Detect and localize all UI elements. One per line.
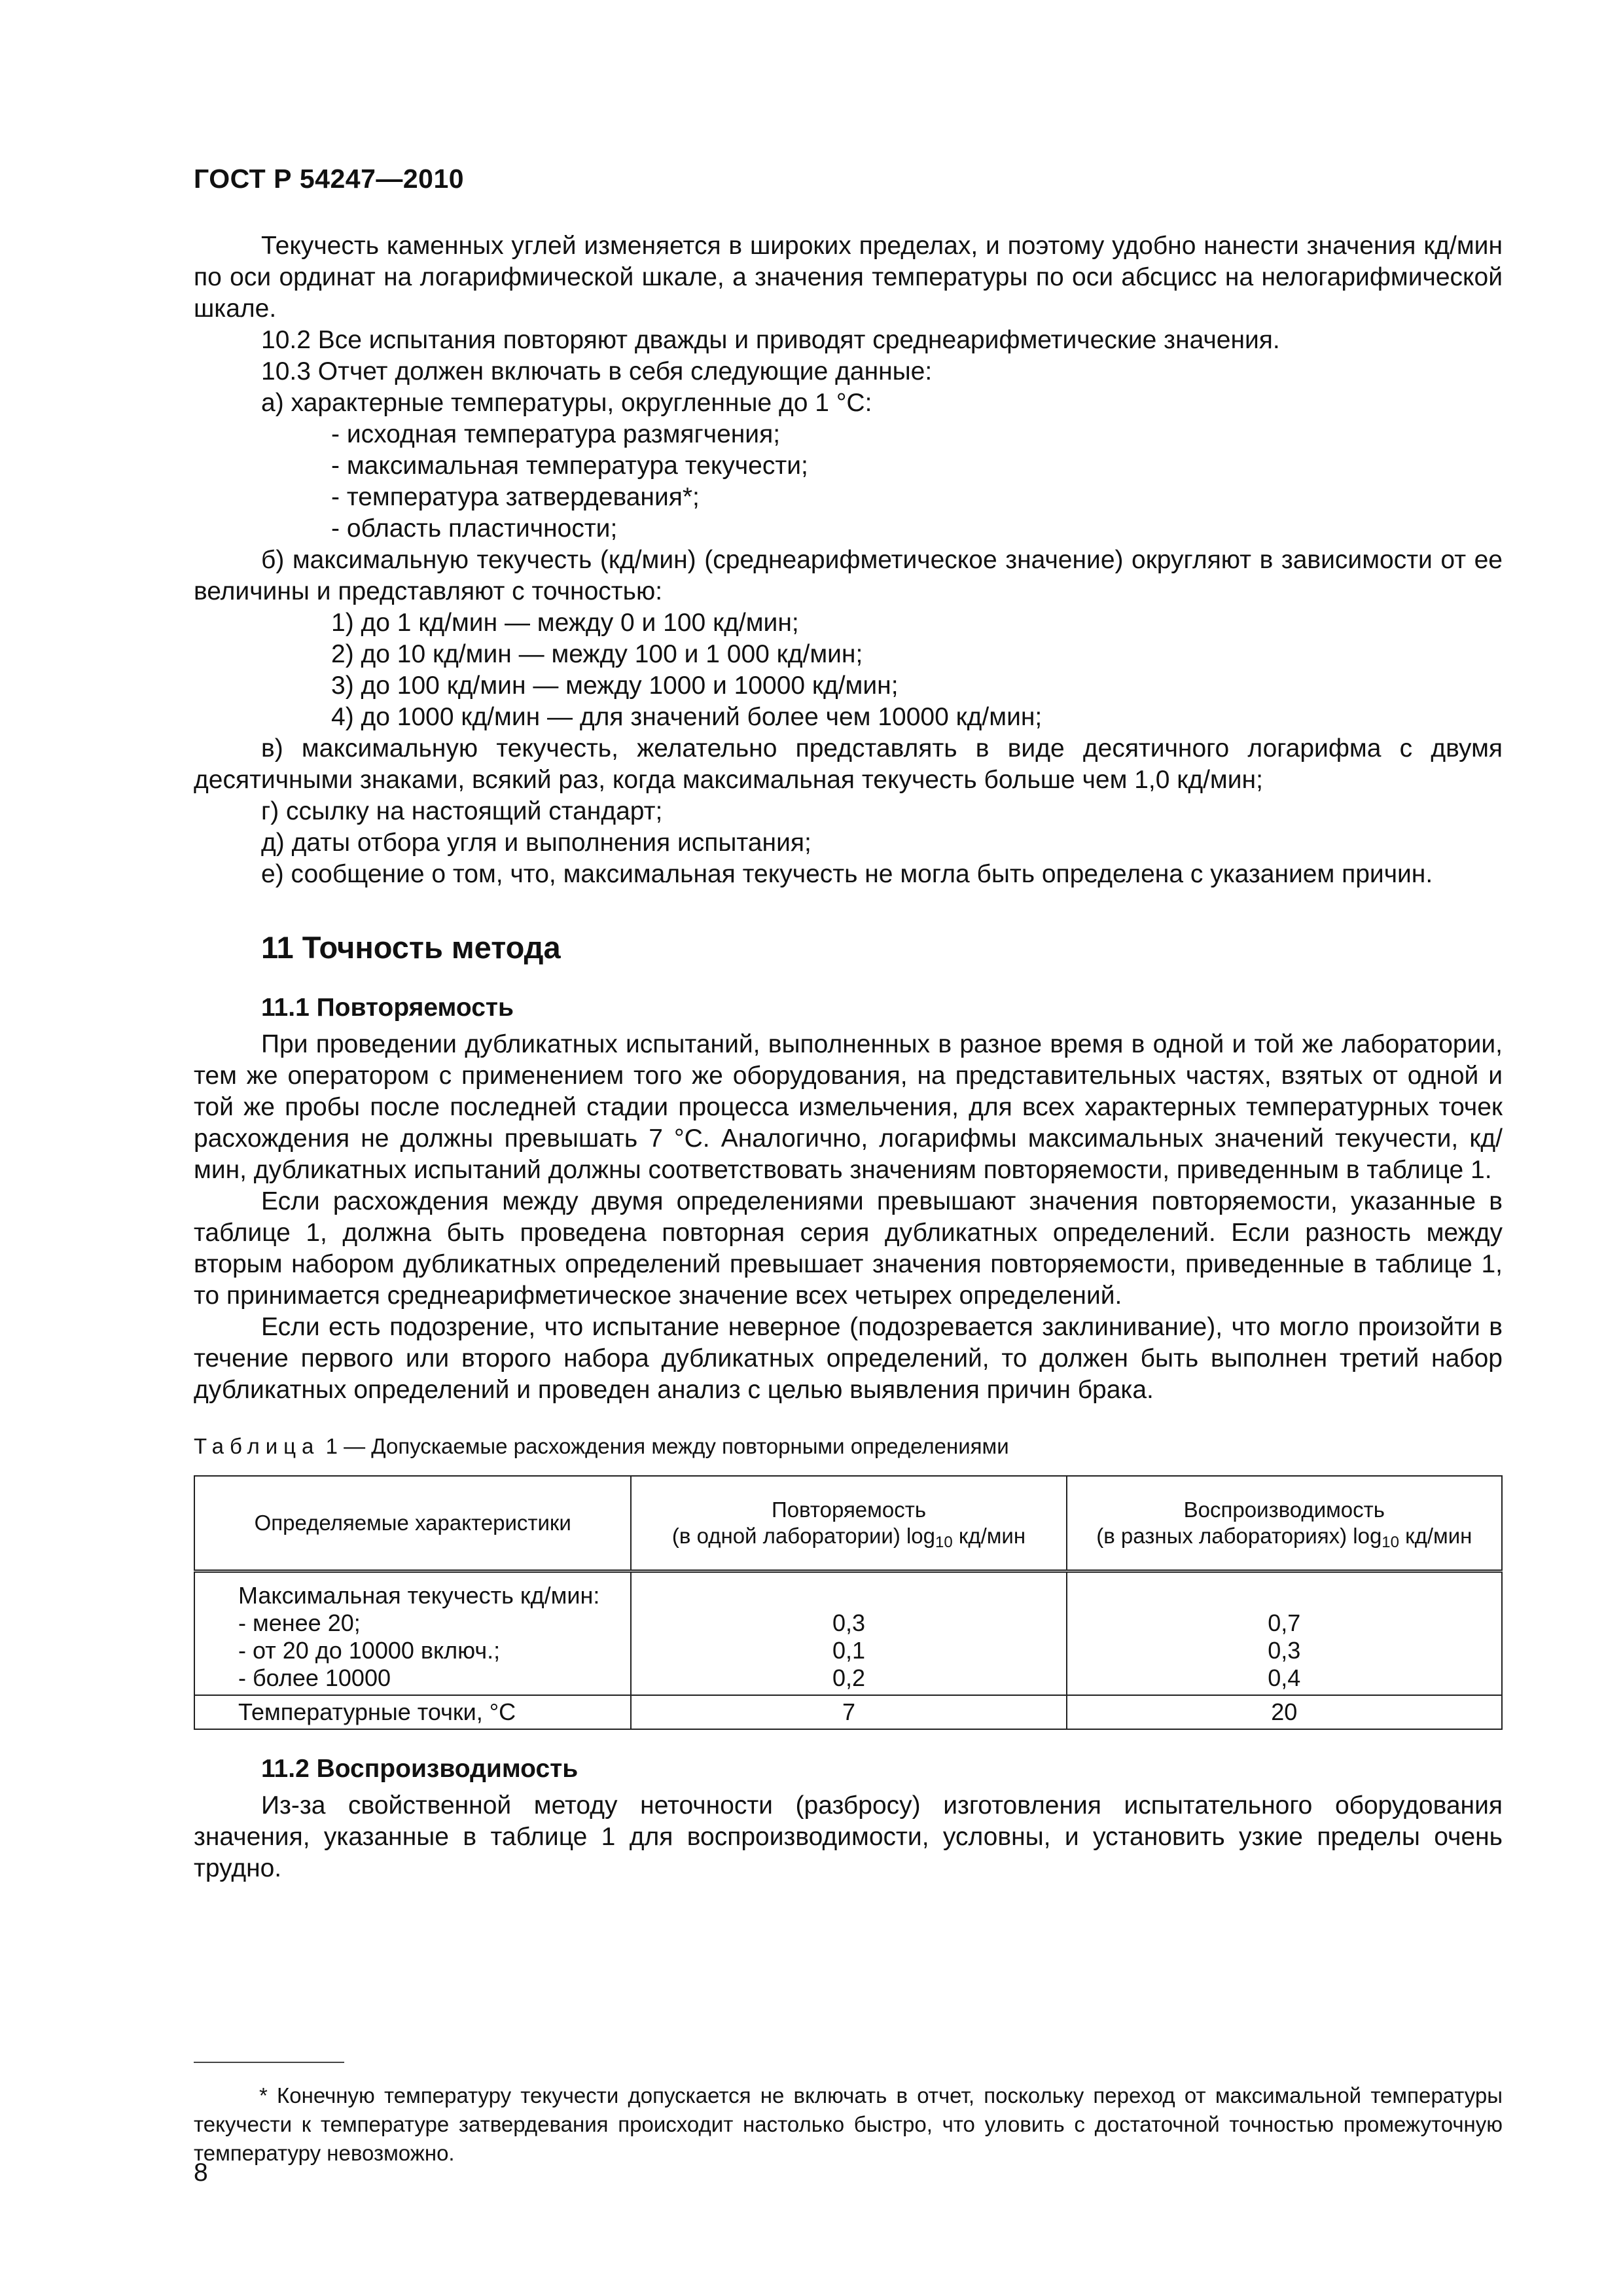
header-repeatability-unit: [671, 1524, 1026, 1551]
footnote: * Конечную температуру текучести допускается не включать в отчет, поскольку переход от максимальной температуры текучести к температуре затвердевания происходит настолько быстро, что уловить с достаточной точностью промежуточную температуру невозможно.: [194, 2083, 1503, 2165]
dash-list-item: - исходная температура размягчения;: [331, 420, 781, 448]
dash-list-item: - максимальная температура текучести;: [331, 452, 808, 480]
document-header: ГОСТ Р 54247—2010: [194, 164, 465, 194]
table-caption-text: 1 — Допускаемые расхождения между повторными определениями: [325, 1434, 1009, 1458]
numbered-list-item: 4) до 1000 кд/мин — для значений более чем 10000 кд/мин;: [331, 703, 1043, 731]
paragraph-11-1-c: Если есть подозрение, что испытание неверное (подозревается заклинивание), что могло произойти в течение первого или второго набора дубликатных определений, то должен быть выполнен третий набор дубликатных определений и проведен анализ с целью выявления причин брака.: [194, 1313, 1503, 1404]
header-repeatability: [631, 1476, 1066, 1571]
header-repeatability-unit-a: (в одной лаборатории) log: [671, 1524, 936, 1548]
row-flow-repeatability: [631, 1571, 1066, 1696]
header-reproducibility: [1067, 1476, 1502, 1571]
dash-list-item: - область пластичности;: [331, 514, 618, 543]
table-cell-value: 0,2: [832, 1664, 866, 1691]
numbered-list-item: 2) до 10 кд/мин — между 100 и 1 000 кд/мин;: [331, 640, 863, 668]
table-cell-value: 0,3: [1268, 1637, 1301, 1664]
list-item-g: г) ссылку на настоящий стандарт;: [261, 797, 663, 825]
document-body: [194, 230, 1503, 1884]
row-flow-title: Максимальная текучесть кд/мин:: [238, 1582, 600, 1609]
row-temp-label: Температурные точки, °С: [194, 1695, 631, 1729]
row-flow-range: - менее 20;: [238, 1609, 361, 1636]
table-caption: [194, 1433, 1503, 1460]
list-item-e: е) сообщение о том, что, максимальная текучесть не могла быть определена с указанием причин.: [261, 860, 1433, 888]
header-reproducibility-unit-b: кд/мин: [1399, 1524, 1472, 1548]
numbered-list-item: 1) до 1 кд/мин — между 0 и 100 кд/мин;: [331, 609, 799, 637]
header-reproducibility-unit-a: (в разных лабораториях) log: [1096, 1524, 1382, 1548]
header-reproducibility-unit: [1096, 1524, 1472, 1551]
tolerance-table: [194, 1475, 1503, 1730]
table-row: [194, 1695, 1502, 1729]
section-11-1-heading: 11.1 Повторяемость: [261, 994, 514, 1022]
table-cell-value: 0,3: [832, 1609, 866, 1636]
dash-list-item: - температура затвердевания*;: [331, 483, 700, 511]
numbered-list-item: 3) до 100 кд/мин — между 1000 и 10000 кд/мин;: [331, 672, 899, 700]
row-flow-reproducibility: [1067, 1571, 1502, 1696]
row-flow-range: - от 20 до 10000 включ.;: [238, 1637, 501, 1664]
header-repeatability-unit-b: кд/мин: [952, 1524, 1026, 1548]
row-flow-range: - более 10000: [238, 1664, 391, 1691]
table-cell-value: 0,7: [1268, 1609, 1301, 1636]
list-item-b: б) максимальную текучесть (кд/мин) (среднеарифметическое значение) округляют в зависимости от ее величины и представляют с точностью:: [194, 546, 1503, 605]
header-repeatability-title: Повторяемость: [771, 1498, 927, 1522]
footnote-divider: [194, 2062, 344, 2063]
paragraph-11-1-b: Если расхождения между двумя определениями превышают значения повторяемости, указанные в таблице 1, должна быть проведена повторная серия дубликатных определений. Если разность между вторым набором дубликатных определений превышает значения повторяемости, приведенные в таблице 1, то принимается среднеарифметическое значение всех четырех определений.: [194, 1187, 1503, 1310]
header-reproducibility-log-base: 10: [1382, 1534, 1399, 1551]
section-11-2-heading: 11.2 Воспроизводимость: [261, 1755, 579, 1783]
table-row: [194, 1571, 1502, 1696]
paragraph-10-2: 10.2 Все испытания повторяют дважды и приводят среднеарифметические значения.: [261, 326, 1280, 354]
header-reproducibility-title: Воспроизводимость: [1183, 1498, 1385, 1522]
list-item-v: в) максимальную текучесть, желательно представлять в виде десятичного логарифма с двумя десятичными знаками, всякий раз, когда максимальная текучесть больше чем 1,0 кд/мин;: [194, 734, 1503, 794]
list-item-d: д) даты отбора угля и выполнения испытания;: [261, 829, 812, 857]
table-cell-value: 0,4: [1268, 1664, 1301, 1691]
section-11-heading: 11 Точность метода: [261, 930, 561, 965]
paragraph-10-3: 10.3 Отчет должен включать в себя следующие данные:: [261, 357, 933, 386]
row-flow-label: [194, 1571, 631, 1696]
table-header-row: [194, 1476, 1502, 1571]
header-characteristics: [194, 1476, 631, 1571]
paragraph-11-2: Из-за свойственной методу неточности (разбросу) изготовления испытательного оборудования значения, указанные в таблице 1 для воспроизводимости, условны, и установить узкие пределы очень трудно.: [194, 1791, 1503, 1882]
header-characteristics-label: Определяемые характеристики: [254, 1511, 571, 1535]
row-temp-repeatability: 7: [631, 1695, 1066, 1729]
intro-paragraph: Текучесть каменных углей изменяется в широких пределах, и поэтому удобно нанести значения кд/мин по оси ординат на логарифмической шкале, а значения температуры по оси абсцисс на нелогарифмической шкале.: [194, 232, 1503, 323]
row-temp-reproducibility: 20: [1067, 1695, 1502, 1729]
list-item-a: а) характерные температуры, округленные до 1 °С:: [261, 389, 872, 417]
table-cell-value: 0,1: [832, 1637, 866, 1664]
paragraph-11-1-a: При проведении дубликатных испытаний, выполненных в разное время в одной и той же лаборатории, тем же оператором с применением того же оборудования, на представительных частях, взятых от одной и той же пробы после последней стадии процесса измельчения, для всех характерных температурных точек расхождения не должны превышать 7 °С. Аналогично, логарифмы максимальных значений текучести, кд/мин, дубликатных испытаний должны соответствовать значениям повторяемости, приведенным в таблице 1.: [194, 1030, 1503, 1184]
page-number: 8: [194, 2159, 208, 2187]
header-repeatability-log-base: 10: [935, 1534, 953, 1551]
table-caption-word: Таблица: [194, 1434, 320, 1458]
